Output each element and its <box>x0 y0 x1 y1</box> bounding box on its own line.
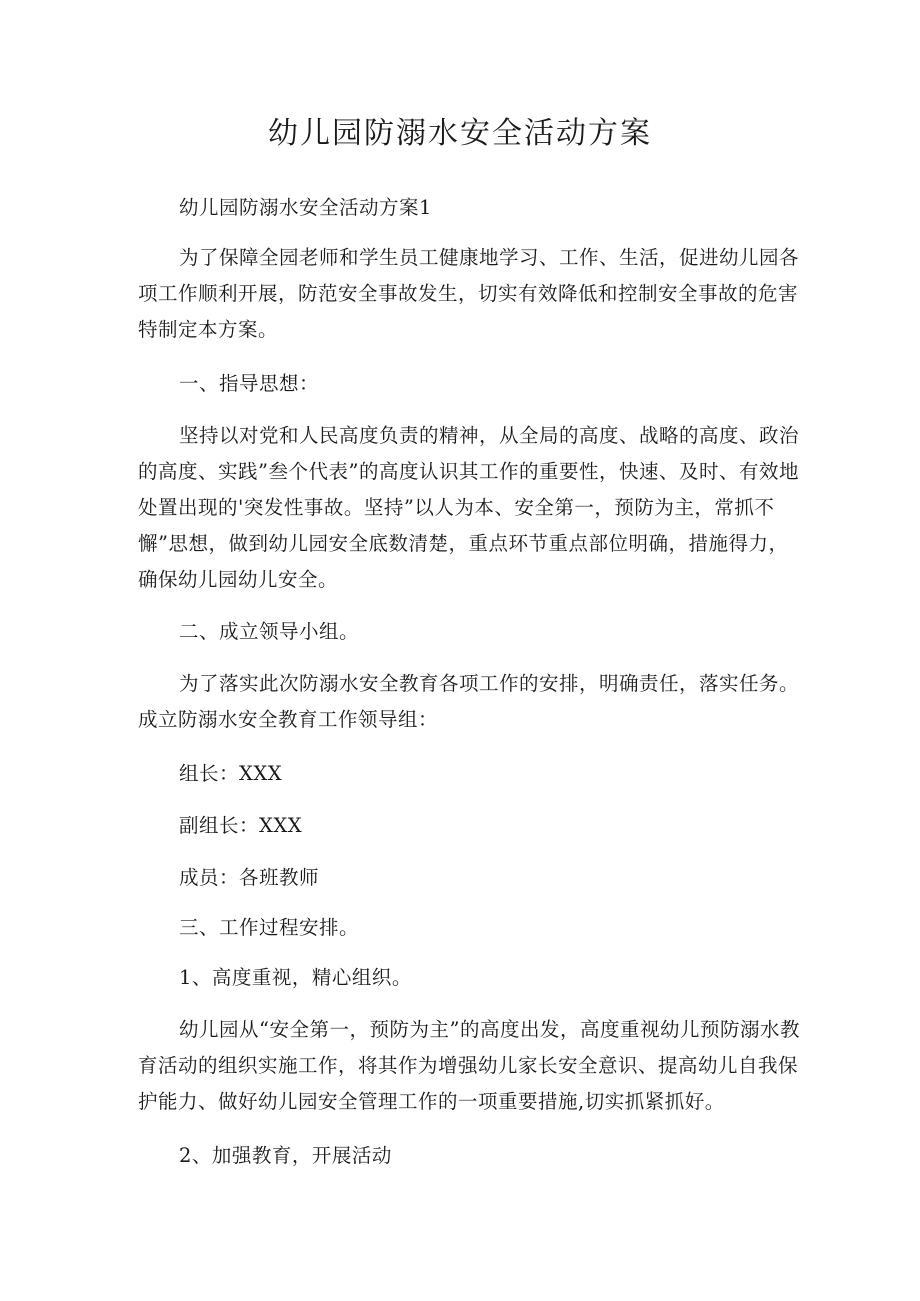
paragraph-intro: 为了保障全园老师和学生员工健康地学习、工作、生活，促进幼儿园各项工作顺利开展，防范安全事故发生，切实有效降低和控制安全事故的危害特制定本方案。 <box>138 246 800 341</box>
group-leader-line: 组长：XXX <box>179 762 283 785</box>
heading-leadership-group: 二、成立领导小组。 <box>179 620 360 643</box>
document-title: 幼儿园防溺水安全活动方案 <box>268 116 652 151</box>
paragraph-guiding-ideology: 坚持以对党和人民高度负责的精神，从全局的高度、战略的高度、政治的高度、实践”叁个代表”的高度认识其工作的重要性，快速、及时、有效地处置出现的'突发性事故。坚持”以人为本、安全第一，预防为主，常抓不懈”思想，做到幼儿园安全底数清楚，重点环节重点部位明确，措施得力，确保幼儿园幼儿安全。 <box>138 424 800 591</box>
deputy-leader-line: 副组长：XXX <box>179 814 303 837</box>
heading-guiding-ideology: 一、指导思想： <box>179 372 320 395</box>
paragraph-high-attention: 幼儿园从“安全第一，预防为主”的高度出发，高度重视幼儿预防溺水教育活动的组织实施工作，将其作为增强幼儿家长安全意识、提高幼儿自我保护能力、做好幼儿园安全管理工作的一项重要措施,切实抓紧抓好。 <box>138 1018 800 1113</box>
subheading-high-attention: 1、高度重视，精心组织。 <box>179 966 412 989</box>
heading-work-process: 三、工作过程安排。 <box>179 916 360 939</box>
members-line: 成员：各班教师 <box>179 866 320 889</box>
subheading-strengthen-education: 2、加强教育，开展活动 <box>179 1144 392 1167</box>
section-heading-plan-1: 幼儿园防溺水安全活动方案1 <box>179 196 432 219</box>
paragraph-leadership-group: 为了落实此次防溺水安全教育各项工作的安排，明确责任，落实任务。成立防溺水安全教育工作领导组： <box>138 672 800 731</box>
